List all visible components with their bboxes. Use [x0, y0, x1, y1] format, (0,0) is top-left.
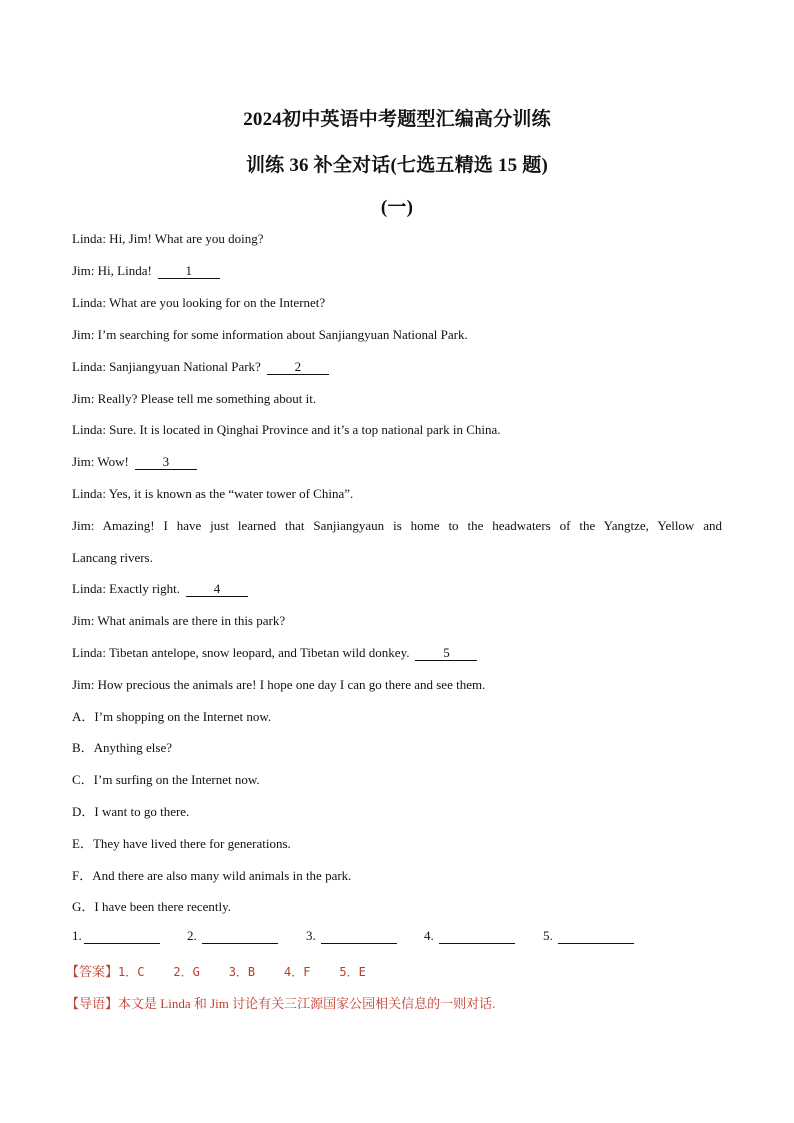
- dialogue-line: Linda: Hi, Jim! What are you doing?: [72, 231, 264, 246]
- option-g: G．I have been there recently.: [72, 899, 232, 914]
- answer-blank-1: [72, 928, 160, 944]
- dialogue-line: Jim: I’m searching for some information about Sanjiangyuan National Park.: [72, 327, 468, 342]
- answer-blank-label: 2.: [187, 928, 197, 943]
- guide-text: 本文是 Linda 和 Jim 讨论有关三江源国家公园相关信息的一则对话.: [118, 996, 496, 1011]
- dialogue-line: [72, 453, 722, 471]
- answer-blank-5: [543, 928, 634, 944]
- answer-blank-label: 5.: [543, 928, 553, 943]
- dialogue-line-text: Jim: Hi, Linda!: [72, 263, 152, 278]
- blank-3: 3: [135, 455, 197, 470]
- blank-5: 5: [415, 646, 477, 661]
- answer-blank-label: 4.: [424, 928, 434, 943]
- dialogue-line-text: Jim: Wow!: [72, 454, 129, 469]
- guide-label: 【导语】: [66, 996, 119, 1011]
- answer-text: 1．C 2．G 3．B 4．F 5．E: [118, 965, 366, 979]
- dialogue-line: [72, 358, 722, 376]
- dialogue-line: [72, 580, 722, 598]
- dialogue-line: Linda: What are you looking for on the Internet?: [72, 295, 326, 310]
- dialogue-line: Linda: Yes, it is known as the “water tower of China”.: [72, 486, 354, 501]
- dialogue-line-text: Linda: Tibetan antelope, snow leopard, and Tibetan wild donkey.: [72, 645, 410, 660]
- answer-blank-line: [321, 930, 397, 944]
- dialogue-line: Jim: How precious the animals are! I hope one day I can go there and see them.: [72, 677, 486, 692]
- dialogue-line-text: Linda: Exactly right.: [72, 581, 180, 596]
- dialogue-line: Jim: Really? Please tell me something about it.: [72, 391, 317, 406]
- sub-title: 训练 36 补全对话(七选五精选 15 题): [245, 155, 549, 176]
- section-number: (一): [380, 197, 414, 218]
- dialogue-line: [72, 262, 722, 280]
- dialogue-line: Jim: What animals are there in this park?: [72, 613, 286, 628]
- answer-blank-label: 1.: [72, 928, 82, 943]
- answer-blank-3: [306, 928, 397, 944]
- answer-blank-line: [558, 930, 634, 944]
- option-a: A．I’m shopping on the Internet now.: [72, 709, 272, 724]
- blank-1: 1: [158, 264, 220, 279]
- option-b: B．Anything else?: [72, 740, 173, 755]
- answer-blank-line: [202, 930, 278, 944]
- answer-blank-line: [439, 930, 515, 944]
- answer-blank-line: [84, 930, 160, 944]
- answer-key: [66, 961, 366, 980]
- answer-blank-4: [424, 928, 515, 944]
- answer-label: 【答案】: [66, 964, 119, 979]
- dialogue-line-text: Linda: Sanjiangyuan National Park?: [72, 359, 261, 374]
- option-f: F．And there are also many wild animals in the park.: [72, 868, 352, 883]
- dialogue-line: Linda: Sure. It is located in Qinghai Province and it’s a top national park in China.: [72, 422, 501, 437]
- blank-4: 4: [186, 582, 248, 597]
- option-c: C．I’m surfing on the Internet now.: [72, 772, 260, 787]
- answer-blank-2: [187, 928, 278, 944]
- dialogue-line: Jim: Amazing! I have just learned that Sanjiangyaun is home to the headwaters of the Yangtze, Yellow and: [72, 518, 722, 533]
- dialogue-line: [72, 644, 722, 662]
- dialogue-line-continued: Lancang rivers.: [72, 550, 153, 565]
- main-title: 2024初中英语中考题型汇编高分训练: [243, 109, 551, 130]
- guide-note: [66, 993, 495, 1012]
- option-d: D．I want to go there.: [72, 804, 190, 819]
- blank-2: 2: [267, 360, 329, 375]
- answer-blank-label: 3.: [306, 928, 316, 943]
- option-e: E．They have lived there for generations.: [72, 836, 291, 851]
